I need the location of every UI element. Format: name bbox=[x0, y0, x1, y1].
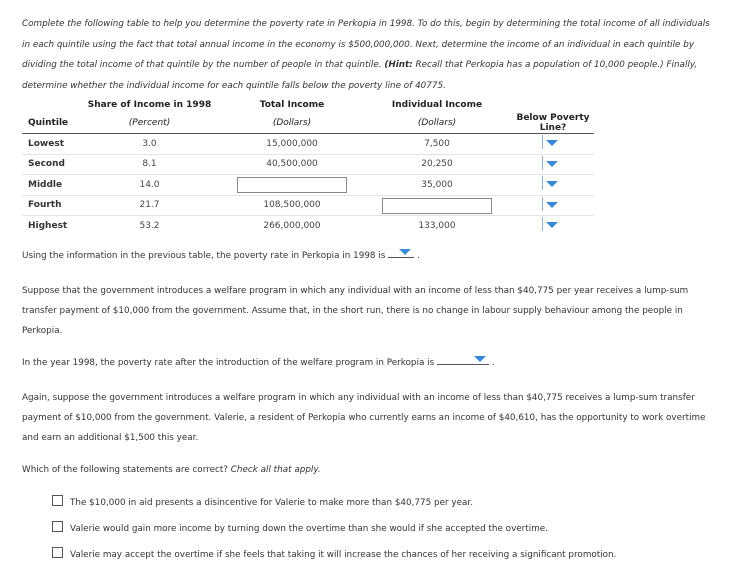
dropdown-arrow-icon bbox=[546, 161, 558, 167]
option-label: The $10,000 in aid presents a disincentive for Valerie to make more than $40,775 per year. bbox=[70, 498, 474, 508]
header-row-bottom bbox=[22, 113, 594, 134]
dropdown-arrow-icon bbox=[474, 356, 486, 362]
quintile-label: Highest bbox=[28, 220, 68, 231]
dropdown-arrow-icon bbox=[546, 202, 558, 208]
header-individual-income: Individual Income bbox=[391, 99, 483, 110]
question-correct-statements-text: Which of the following statements are correct? bbox=[22, 465, 228, 475]
dropdown-arrow-icon bbox=[399, 249, 411, 255]
instructions-paragraph bbox=[22, 14, 712, 96]
instructions-text-a: Complete the following table to help you determine the poverty rate in Perkopia in 1998. To do this, begin by determining the total income of all individuals in each quintile using the fact that total annual income in the economy is $500,000,000. Next, determine the income of an individual in each quintile by dividing the total income of that quintile by the number of people in that quintile. bbox=[22, 19, 710, 70]
below-poverty-dropdown[interactable] bbox=[542, 156, 565, 170]
header-percent-unit: (Percent) bbox=[77, 113, 222, 134]
individual-income-input[interactable] bbox=[382, 198, 492, 214]
below-poverty-dropdown[interactable] bbox=[542, 197, 565, 211]
question-poverty-rate-text: Using the information in the previous table, the poverty rate in Perkopia in 1998 is bbox=[22, 251, 386, 261]
poverty-dropdown-cell bbox=[512, 195, 594, 216]
individual-income-value: 35,000 bbox=[362, 175, 512, 196]
total-income-value: 108,500,000 bbox=[222, 195, 362, 216]
header-dollars-unit: (Dollars) bbox=[222, 113, 362, 134]
checkbox[interactable] bbox=[52, 495, 63, 506]
share-value: 21.7 bbox=[77, 195, 222, 216]
header-below-poverty: Below Poverty Line? bbox=[512, 113, 594, 134]
option-checkbox-row[interactable] bbox=[52, 547, 616, 561]
dropdown-arrow-icon bbox=[546, 140, 558, 146]
total-income-value: 266,000,000 bbox=[263, 220, 321, 231]
total-income-input[interactable] bbox=[237, 177, 347, 193]
valerie-paragraph: Again, suppose the government introduces a welfare program in which any individual with an income of less than $40,775 receives a lump-sum transfer payment of $10,000 from the government. Valerie, a resident of Perkopia who currently earns an income of $40,610, has the opportunity to work overtime and earn an additional $1,500 this year. bbox=[22, 393, 706, 443]
individual-income-value: 20,250 bbox=[362, 154, 512, 175]
quintile-table bbox=[22, 96, 594, 236]
hint-label: (Hint: bbox=[384, 60, 413, 70]
individual-income-value: 133,000 bbox=[418, 220, 456, 231]
individual-income-value: 7,500 bbox=[362, 134, 512, 155]
question-suffix: . bbox=[416, 251, 420, 261]
individual-income-cell bbox=[362, 195, 512, 216]
total-income-value: 15,000,000 bbox=[222, 134, 362, 155]
table-row bbox=[22, 216, 594, 236]
header-total-income: Total Income bbox=[259, 99, 325, 110]
header-dollars-unit-2: (Dollars) bbox=[362, 113, 512, 134]
total-income-value: 40,500,000 bbox=[222, 154, 362, 175]
welfare-program-paragraph: Suppose that the government introduces a welfare program in which any individual with an income of less than $40,775 per year receives a lump-sum transfer payment of $10,000 from the government. Assume that, in the short run, there is no change in labour supply behaviour among the people in Perkopia. bbox=[22, 286, 689, 336]
quintile-label: Lowest bbox=[22, 134, 77, 155]
question-correct-statements bbox=[22, 460, 722, 480]
poverty-dropdown-cell bbox=[512, 216, 594, 236]
checkbox[interactable] bbox=[52, 521, 63, 532]
question-poverty-rate bbox=[22, 246, 722, 266]
question-welfare-poverty-rate-text: In the year 1998, the poverty rate after the introduction of the welfare program in Perkopia is bbox=[22, 358, 435, 368]
share-value: 3.0 bbox=[77, 134, 222, 155]
poverty-dropdown-cell bbox=[512, 134, 594, 155]
quintile-label: Second bbox=[22, 154, 77, 175]
dropdown-arrow-icon bbox=[546, 181, 558, 187]
checkbox[interactable] bbox=[52, 547, 63, 558]
option-label: Valerie would gain more income by turning down the overtime than she would if she accepted the overtime. bbox=[70, 524, 548, 534]
poverty-rate-dropdown[interactable] bbox=[388, 246, 414, 258]
below-poverty-dropdown[interactable] bbox=[542, 135, 565, 149]
share-value: 14.0 bbox=[77, 175, 222, 196]
header-row-top bbox=[22, 96, 594, 113]
question-suffix: . bbox=[491, 358, 495, 368]
option-checkbox-row[interactable] bbox=[52, 521, 548, 535]
option-label: Valerie may accept the overtime if she feels that taking it will increase the chances of her receiving a significant promotion. bbox=[70, 550, 617, 560]
option-checkbox-row[interactable] bbox=[52, 495, 473, 509]
table-row bbox=[22, 134, 594, 155]
header-share: Share of Income in 1998 bbox=[87, 99, 212, 110]
table-row bbox=[22, 154, 594, 175]
below-poverty-dropdown[interactable] bbox=[542, 217, 565, 231]
table-row bbox=[22, 175, 594, 196]
question-welfare-poverty-rate bbox=[22, 353, 722, 373]
below-poverty-dropdown[interactable] bbox=[542, 176, 565, 190]
header-empty-right bbox=[512, 96, 594, 113]
header-empty bbox=[22, 96, 77, 113]
quintile-label: Middle bbox=[22, 175, 77, 196]
instructions-text-b: Recall that Perkopia has a population of 10,000 people.) Finally, determine whether the individual income for each quintile falls below the poverty line of 40775. bbox=[22, 60, 698, 91]
share-value: 53.2 bbox=[139, 220, 160, 231]
table-row bbox=[22, 195, 594, 216]
header-quintile: Quintile bbox=[22, 113, 77, 134]
share-value: 8.1 bbox=[77, 154, 222, 175]
dropdown-arrow-icon bbox=[546, 222, 558, 228]
total-income-cell bbox=[222, 175, 362, 196]
welfare-poverty-rate-dropdown[interactable] bbox=[437, 353, 489, 365]
check-all-instruction: Check all that apply. bbox=[230, 465, 321, 475]
quintile-label: Fourth bbox=[22, 195, 77, 216]
poverty-dropdown-cell bbox=[512, 175, 594, 196]
poverty-dropdown-cell bbox=[512, 154, 594, 175]
